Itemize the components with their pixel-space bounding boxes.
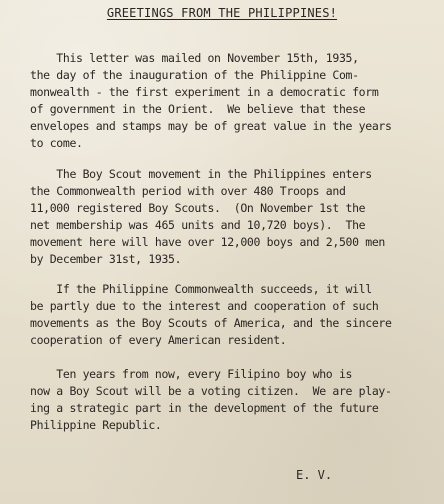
paragraph-line: be partly due to the interest and cooperation of such xyxy=(30,299,379,313)
paragraph-line: Ten years from now, every Filipino boy who is xyxy=(30,367,353,381)
paragraph-line: by December 31st, 1935. xyxy=(30,252,182,266)
paragraph-4 xyxy=(30,366,435,434)
paragraph-1 xyxy=(30,50,435,152)
signature-initials: E. V. xyxy=(296,468,333,482)
paragraph-2 xyxy=(30,166,435,268)
paragraph-line: Philippine Republic. xyxy=(30,418,162,432)
paragraph-line: cooperation of every American resident. xyxy=(30,333,287,347)
paragraph-line: envelopes and stamps may be of great value in the years xyxy=(30,119,392,133)
paragraph-line: If the Philippine Commonwealth succeeds, it will xyxy=(30,282,372,296)
paragraph-line: 11,000 registered Boy Scouts. (On November 1st the xyxy=(30,201,366,215)
paragraph-line: now a Boy Scout will be a voting citizen. We are play- xyxy=(30,384,392,398)
letter-title: GREETINGS FROM THE PHILIPPINES! xyxy=(106,6,338,20)
paragraph-3 xyxy=(30,281,435,349)
paragraph-line: net membership was 465 units and 10,720 boys). The xyxy=(30,218,366,232)
paragraph-line: movements as the Boy Scouts of America, and the sincere xyxy=(30,316,392,330)
paragraph-line: of government in the Orient. We believe that these xyxy=(30,102,366,116)
paragraph-line: the day of the inauguration of the Philippine Com- xyxy=(30,68,359,82)
paragraph-line: the Commonwealth period with over 480 Troops and xyxy=(30,184,346,198)
paragraph-line: ing a strategic part in the development of the future xyxy=(30,401,379,415)
paragraph-line: to come. xyxy=(30,136,83,150)
paragraph-line: This letter was mailed on November 15th, 1935, xyxy=(30,51,359,65)
paragraph-line: monwealth - the first experiment in a democratic form xyxy=(30,85,379,99)
paragraph-line: movement here will have over 12,000 boys and 2,500 men xyxy=(30,235,385,249)
paragraph-line: The Boy Scout movement in the Philippines enters xyxy=(30,167,372,181)
